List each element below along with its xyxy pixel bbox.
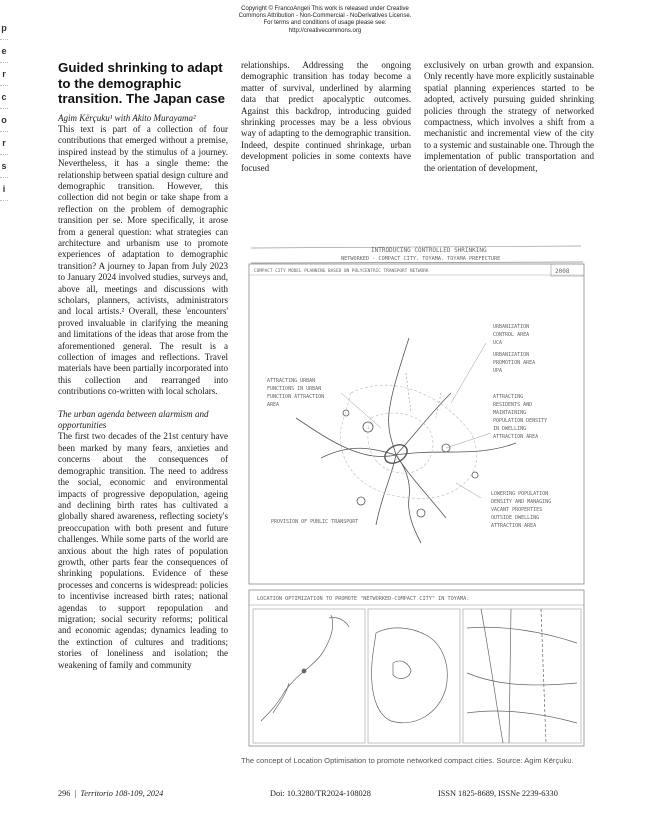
figure-label: OUTSIDE DWELLING [491, 515, 540, 521]
figure-caption: The concept of Location Optimisation to promote networked compact cities. Source: Agim Kërçuku. [241, 756, 574, 765]
figure-label: CONTROL AREA [493, 332, 530, 338]
column-1 [58, 60, 228, 671]
label-uca [493, 324, 529, 346]
section-tab-letter: r [0, 132, 8, 155]
section-tab-letter: e [0, 40, 8, 63]
copyright-notice [205, 6, 445, 35]
figure-label: PROMOTION AREA [493, 360, 536, 366]
journal-issue: 108-109, 2024 [114, 789, 164, 798]
journal-name: Territorio [80, 789, 113, 798]
column-2 [241, 60, 411, 174]
article-title: Guided shrinking to adapt to the demographic transition. The Japan case [58, 60, 226, 106]
figure-label: ATTRACTING [493, 394, 524, 400]
copyright-line: http://creativecommons.org [288, 27, 362, 34]
copyright-line: Copyright © FrancoAngeli This work is released under Creative [241, 6, 409, 12]
footer-doi: Doi: 10.3280/TR2024-108028 [270, 789, 371, 798]
label-urban-functions [267, 378, 324, 408]
figure-label: AREA [267, 402, 280, 408]
japan-map-inset [253, 609, 365, 743]
body-paragraph: exclusively on urban growth and expansion. Only recently have more explicitly sustainable spatial planning experiences started to be adopted, actively pursuing guided shrinking policies through the strategy of networked compactness, which involves a shift from a mechanistic and incremental view of the city to a systemic and sustainable one. Through the implementation of public transportation and the orientation of development, [424, 60, 594, 173]
figure-label: POPULATION DENSITY [493, 418, 548, 424]
section-tab-letter: p [0, 17, 8, 40]
copyright-line: Commons Attribution - Non-Commercial - NoDerivatives License. [238, 13, 412, 20]
prefecture-map-inset [368, 609, 460, 743]
figure-header-line1: INTRODUCING CONTROLLED SHRINKING [371, 247, 487, 254]
section-subheading: The urban agenda between alarmism and opportunities [58, 408, 209, 431]
location-title: LOCATION OPTIMIZATION TO PROMOTE "NETWORKED-COMPACT CITY" IN TOYAMA. [257, 596, 470, 602]
label-lowering-density [491, 491, 551, 529]
figure-label: FUNCTION ATTRACTION [267, 394, 325, 400]
article-authors: Agim Kërçuku¹ with Akito Murayama² [58, 112, 196, 123]
figure-label: UPA [493, 368, 503, 374]
figure-label: ATTRACTION AREA [491, 523, 537, 529]
plan-frame [249, 264, 584, 584]
section-tab-letter: o [0, 109, 8, 132]
figure-year: 2008 [555, 268, 570, 275]
figure-subheader: COMPACT CITY MODEL PLANNING BASED ON POLYCENTRIC TRANSPORT NETWORK [254, 269, 429, 274]
copyright-line: For terms and conditions of usage please see: [263, 20, 387, 27]
page-number: 296 [58, 789, 71, 798]
figure-label: MAINTAINING [493, 410, 527, 416]
city-map-inset [463, 609, 581, 743]
label-public-transport: PROVISION OF PUBLIC TRANSPORT [271, 519, 359, 525]
transport-network-diagram [296, 338, 516, 543]
section-tab-letter: c [0, 86, 8, 109]
footer-left: 296 | Territorio 108-109, 2024 [58, 789, 164, 798]
column-3 [424, 60, 594, 174]
body-paragraph: The first two decades of the 21st century have been marked by many fears, anxieties and concerns about the consequences of demographic transition. The need to address the social, economic and environmental impacts of progressive depopulation, ageing and declining birth rates has cultivated a globally shared awareness, reflecting society's preoccupation with both present and future challenges. While some parts of the world are anxious about the high rates of population growth, other parts fear the consequences of shrinking populations. Evidence of these processes and concerns is widespread: policies to incentivise increased birth rates; national agendas to support repopulation and migration; social security reforms; political and economic agendas; dynamics leading to the extinction of cultures and traditions; stories of loneliness and isolation; the weakening of family and community [58, 431, 228, 670]
section-tab-letter: s [0, 155, 8, 178]
figure-label: URBANIZATION [493, 324, 530, 330]
figure-label: VACANT PROPERTIES [491, 507, 543, 513]
section-tab [0, 17, 8, 201]
figure-header-line2: NETWORKED - COMPACT CITY. TOYAMA. TOYAMA PREFECTURE [341, 256, 501, 262]
location-panel [249, 590, 584, 746]
section-tab-letter: i [0, 178, 8, 201]
figure-label: DENSITY AND MANAGING [491, 499, 552, 505]
figure-label: IN DWELLING [493, 426, 527, 432]
figure-label: URBANIZATION [493, 352, 530, 358]
label-upa [493, 352, 535, 374]
figure-label: ATTRACTION AREA [493, 434, 539, 440]
sketch-figure [241, 243, 591, 751]
figure-label: RESIDENTS AND [493, 402, 533, 408]
body-paragraph: This text is part of a collection of four contributions that emerged without a premise, inspired instead by the stimulus of a journey. Nevertheless, it has a single theme: the relationship between spatial design culture and demographic transition. However, this collection did not begin or take shape from a reflection on the problem of demographic transition per se. More specifically, it arose from a general question: what strategies can architecture and urbanism use to promote experiences of adaptation to demographic transition? A journey to Japan from July 2023 to January 2024 involved studies, surveys and, above all, meetings and discussions with scholars, planners, activists, administrators and local artists.² Overall, these 'encounters' proved invaluable in clarifying the meaning and limitations of the ideas that arose from the aforementioned general. The result is a collection of images and reflections. Travel materials have been partially incorporated into this collection and rearranged into contributions co-written with local scholars. [58, 123, 228, 397]
section-tab-letter: r [0, 63, 8, 86]
body-paragraph: relationships. Addressing the ongoing demographic transition has today become a matter of survival, underlined by alarming data that predict apocalyptic outcomes. Against this backdrop, introducing guided shrinking processes may be a less obvious way of adapting to the demographic transition. Indeed, despite continued shrinkage, urban development policies in some contexts have focused [241, 60, 411, 173]
figure-label: UCA [493, 340, 503, 346]
figure-label: FUNCTIONS IN URBAN [267, 386, 322, 392]
figure-label: LOWERING POPULATION [491, 491, 549, 497]
figure-label: ATTRACTING URBAN [267, 378, 316, 384]
label-attracting-residents [493, 394, 547, 440]
footer-issn: ISSN 1825-8689, ISSNe 2239-6330 [438, 789, 558, 798]
